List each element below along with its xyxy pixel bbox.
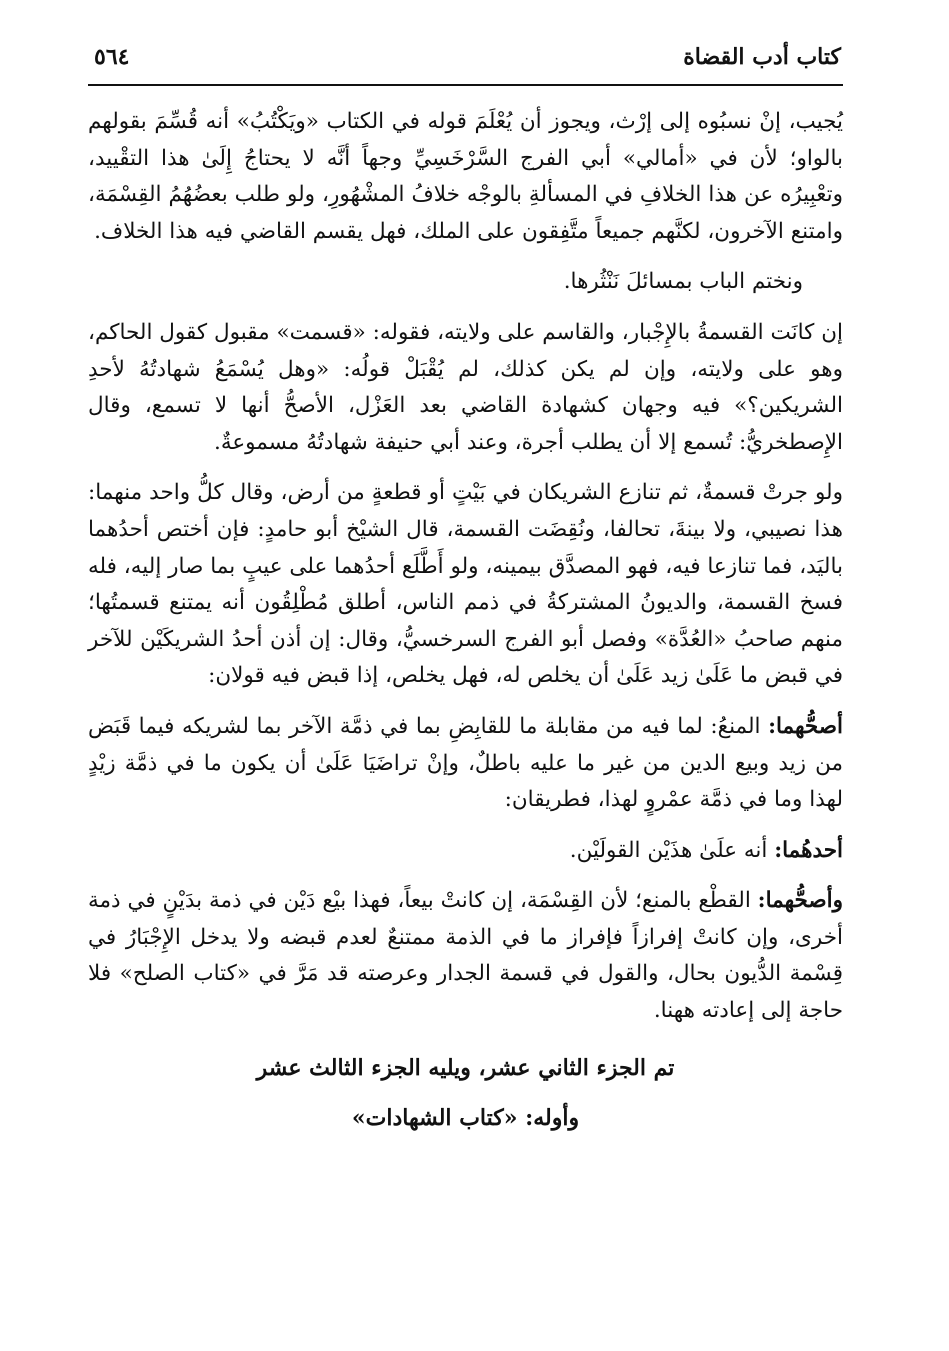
page-number: ٥٦٤ bbox=[94, 44, 130, 70]
paragraph-5-lead: أصحُّهما: bbox=[768, 713, 843, 739]
book-page bbox=[88, 36, 843, 1136]
paragraph-5 bbox=[88, 709, 843, 819]
page-header bbox=[88, 36, 843, 86]
paragraph-4 bbox=[88, 475, 843, 695]
paragraph-2 bbox=[88, 264, 843, 301]
closing-line-2: وأوله: «كتاب الشهادات» bbox=[351, 1104, 580, 1131]
paragraph-1 bbox=[88, 104, 843, 250]
paragraph-2-text: ونختم الباب بمسائلَ نَنْثُرها. bbox=[563, 269, 803, 295]
paragraph-6-lead: أحدهُما: bbox=[774, 837, 843, 863]
running-title: كتاب أدب القضاة bbox=[683, 44, 841, 70]
paragraph-4-text: ولو جرتْ قسمةٌ، ثم تنازع الشريكان في بَيْتٍ أو قطعةٍ من أرض، وقال كلُّ واحد منهما: هذا نصيبي، ولا بينةَ، تحالفا، ونُقِضَت القسمة، قال الشيْخ أبو حامدٍ: فإن أختص أحدُهما باليَد، فما تنازعا فيه، فهو المصدَّق بيمينه، ولو أَطَّلَع أحدُهما على عيبٍ بما صار إليه، فله فسخ القسمة، والديونُ المشتركةُ في ذمم الناس، أطلق مُطْلِقُون أنه يمتنع قسمتُها؛ منهم صاحبُ «العُدَّة» وفصل أبو الفرج السرخسيُّ، وقال: إن أذن أحدُ الشريكَيْن للآخر في قبض ما عَلَىٰ زيد عَلَىٰ أن يخلص له، فهل يخلص، إذا قبض فيه قولان: bbox=[88, 480, 843, 689]
paragraph-7-lead: وأصحُّهما: bbox=[757, 888, 843, 914]
paragraph-6-text: أنه علَىٰ هذَيْن القولَيْن. bbox=[569, 837, 775, 863]
closing-line-1: تم الجزء الثاني عشر، ويليه الجزء الثالث عشر bbox=[256, 1054, 675, 1081]
paragraph-3 bbox=[88, 315, 843, 461]
paragraph-7-text: القطْع بالمنع؛ لأن القِسْمَة، إن كانتْ بيعاً، فهذا بيْع دَيْن في ذمة بدَيْنٍ في ذمة أخرى، وإن كانتْ إفرازاً فإفراز ما في الذمة ممتنعٌ لعدم قبضه ولا يدخل الإِجْبَارُ في قِسْمة الدُّيون بحال، والقول في قسمة الجدار وعرصته قد مَرَّ في «كتاب الصلح» فلا حاجة إلى إعادته ههنا. bbox=[88, 888, 843, 1024]
paragraph-6 bbox=[88, 833, 843, 870]
paragraph-3-text: إن كانَت القسمةُ بالإِجْبار، والقاسم على ولايته، فقوله: «قسمت» مقبول كقول الحاكم، وهو على ولايته، وإن لم يكن كذلك، لم يُقْبَلْ قولُه: «وهل يُسْمَعُ شهادتُهُ لأحدِ الشريكين؟» فيه وجهان كشهادة القاضي بعد العَزْل، الأصحُّ أنها لا تسمع، وقال الإِصطخريُّ: تُسمع إلا أن يطلب أجرة، وعند أبي حنيفة شهادتُهُ مسموعةٌ. bbox=[88, 319, 843, 455]
paragraph-7 bbox=[88, 883, 843, 1029]
paragraph-1-text: يُجيب، إنْ نسبُوه إلى إرْث، ويجوز أن يُعْلَمَ قوله في الكتاب «ويَكْتُبُ» أنه قُسِّمَ بقولهم بالواو؛ لأن في «أمالي» أبي الفرج السَّرْخَسِيِّ وجهاً أنَّه لا يحتاجُ إِلَىٰ هذا التقْييد، وتعْبِيرُه عن هذا الخلافِ في المسألةِ بالوجْه خلافُ المشْهُورِ، ولو طلب بعضُهُمُ القِسْمَة، وامتنع الآخرون، لكنَّهم جميعاً متَّفِقون على الملك، فهل يقسم القاضي فيه هذا الخلاف. bbox=[88, 109, 843, 244]
paragraph-5-text: المنعُ: لما فيه من مقابلة ما للقابِضِ بما في ذمَّة الآخر بما لشريكه فيما قَبَض من زيد وبيع الدين من غير ما عليه باطلٌ، وإنْ تراضَيَا عَلَىٰ أن يكون ما في ذمَّة زيْدٍ لهذا وما في ذمَّة عمْروٍ لهذا، فطريقان: bbox=[88, 713, 843, 813]
page-body bbox=[88, 104, 843, 1136]
